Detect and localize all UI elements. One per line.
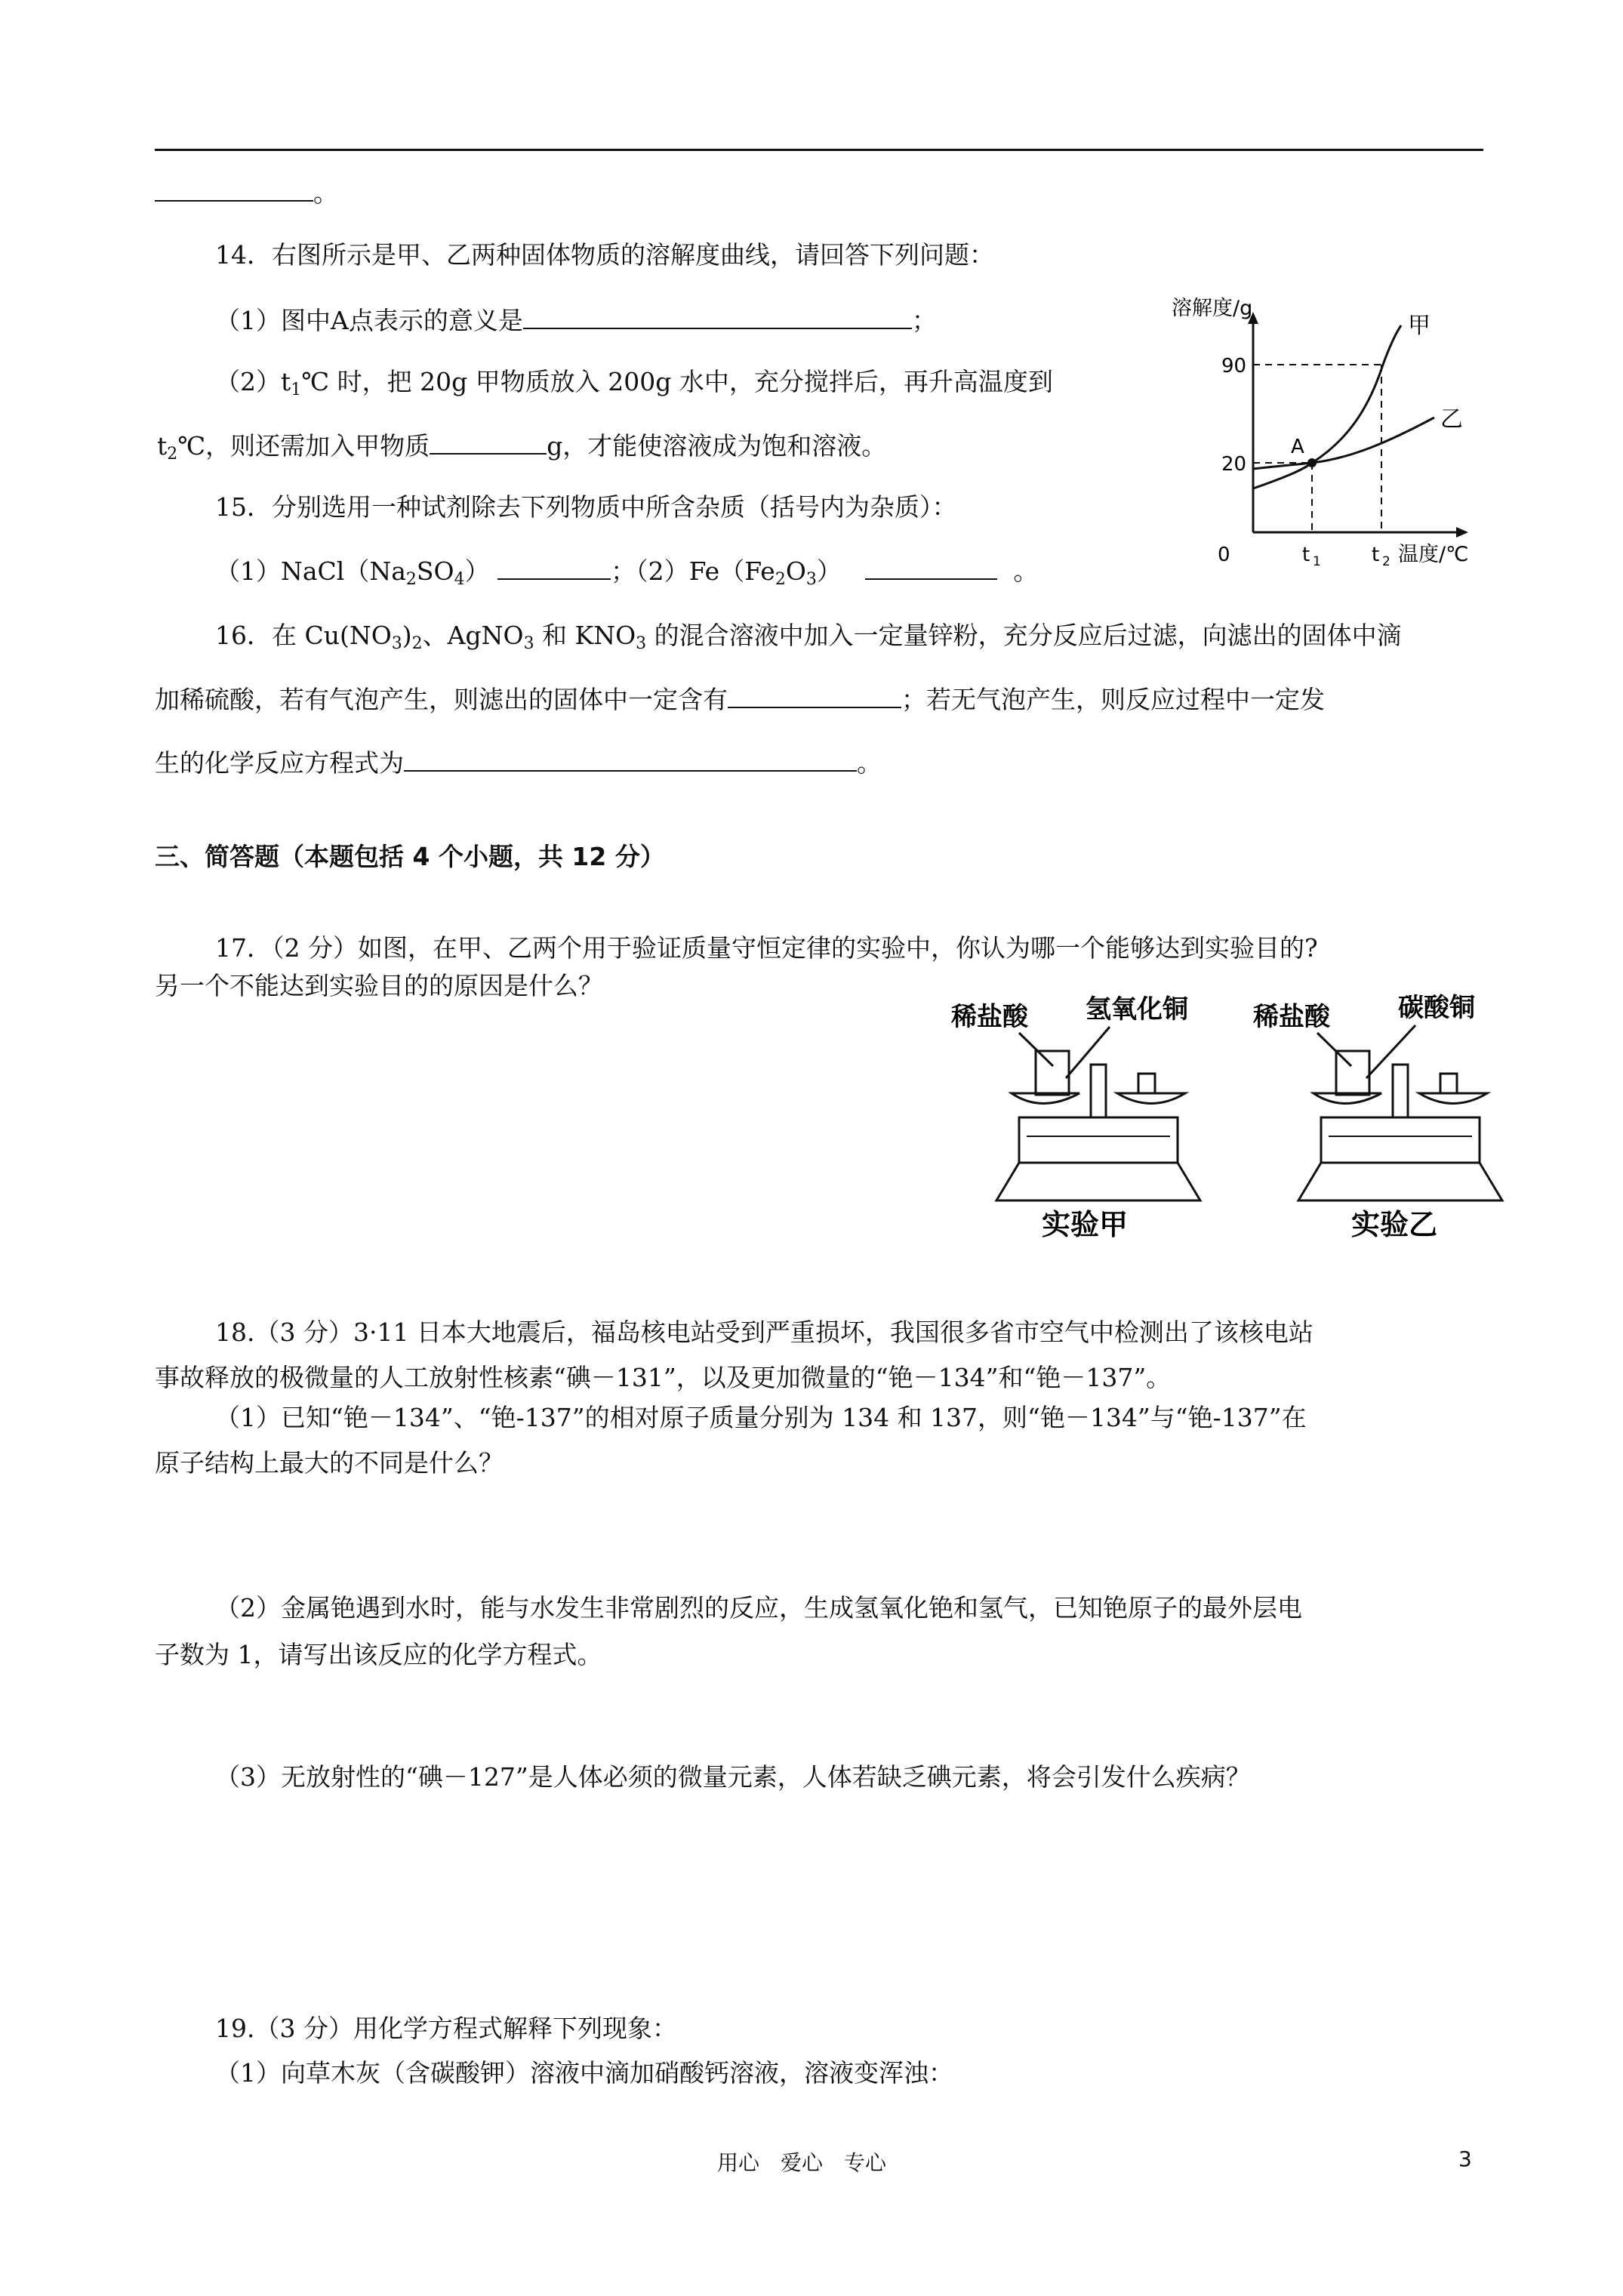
q16-line2: 加稀硫酸，若有气泡产生，则滤出的固体中一定含有 ；若无气泡产生，则反应过程中一定发: [155, 685, 1325, 714]
answer-blank: [497, 556, 611, 580]
q18-s2-line1: （2）金属铯遇到水时，能与水发生非常剧烈的反应，生成氢氧化铯和氢气，已知铯原子的最外层电: [215, 1593, 1302, 1623]
q18-line1: 18.（3 分）3·11 日本大地震后，福岛核电站受到严重损坏，我国很多省市空气中检测出了该核电站: [215, 1318, 1313, 1347]
point-a-marker: [1307, 458, 1317, 467]
tick-t1-sub: 1: [1313, 554, 1321, 569]
tick-20: 20: [1221, 453, 1247, 476]
q14-part1: （1）图中A点表示的意义是 ；: [215, 306, 937, 335]
continuation-line: 。: [155, 177, 338, 208]
curve-jia: [1253, 325, 1401, 488]
graph-ylabel: 溶解度/g: [1172, 297, 1253, 320]
q18-s1-line2: 原子结构上最大的不同是什么？: [155, 1448, 504, 1478]
exp-b-caption: 实验乙: [1351, 1208, 1438, 1241]
experiment-figure: [936, 982, 1510, 1241]
tick-t1: t: [1302, 544, 1310, 566]
answer-blank: [430, 430, 547, 455]
q19-s1: （1）向草木灰（含碳酸钾）溶液中滴加硝酸钙溶液，溶液变浑浊：: [215, 2058, 953, 2088]
q19-line1: 19.（3 分）用化学方程式解释下列现象：: [215, 2014, 677, 2043]
q14-part2-line2: $t_2℃$，则还需加入甲物质 g，才能使溶液成为饱和溶液。: [157, 431, 887, 464]
q16-line3: 生的化学反应方程式为 。: [155, 748, 882, 778]
graph-xlabel: 温度/℃: [1398, 543, 1469, 566]
answer-blank: [155, 177, 313, 202]
curve-yi: [1253, 418, 1434, 469]
answer-blank: [865, 556, 997, 580]
x-axis-arrow: [1456, 527, 1468, 538]
q18-s1-line1: （1）已知“铯－134”、“铯-137”的相对原子质量分别为 134 和 137，则“铯－134”与“铯-137”在: [215, 1403, 1307, 1432]
exp-b-label-reagent: 碳酸铜: [1398, 993, 1475, 1023]
answer-blank: [728, 684, 901, 708]
exp-a-label-reagent: 氢氧化铜: [1086, 994, 1188, 1025]
q17-line1: 17．（2 分）如图，在甲、乙两个用于验证质量守恒定律的实验中，你认为哪一个能够达到实验目的?: [215, 933, 1318, 963]
balance-experiment-b: [1252, 993, 1502, 1241]
solubility-graph: [1147, 297, 1495, 569]
footer-motto: 用心 爱心 专心: [717, 2150, 887, 2175]
q18-s3: （3）无放射性的“碘－127”是人体必须的微量元素，人体若缺乏碘元素，将会引发什么疾病？: [215, 1762, 1251, 1792]
q15-stem: 15．分别选用一种试剂除去下列物质中所含杂质（括号内为杂质）：: [215, 492, 957, 522]
series-label-jia: 甲: [1408, 313, 1431, 339]
q16-line1: 16．在 $Cu(NO_3)_2$、AgNO$_3$ 和 $KNO_3$ 的混合溶液中加入一定量锌粉，充分反应后过滤，向滤出的固体中滴: [215, 621, 1402, 653]
exp-a-label-acid: 稀盐酸: [951, 1002, 1028, 1032]
balance-experiment-a: [950, 994, 1200, 1241]
q15-parts: $(1)NaCl(Na_2SO_4)$ ；$(2)Fe(Fe_2O_3)$ 。: [215, 556, 1039, 589]
answer-blank: [523, 305, 912, 329]
q18-s2-line2: 子数为 1，请写出该反应的化学方程式。: [155, 1640, 602, 1669]
q14-part2-line1: $(2)t_1℃$ 时，把 20g 甲物质放入 200g 水中，充分搅拌后，再升高温度到: [215, 367, 1053, 399]
tick-90: 90: [1221, 355, 1247, 378]
page-number: 3: [1458, 2147, 1472, 2171]
exp-a-caption: 实验甲: [1042, 1208, 1129, 1241]
header-rule: [155, 149, 1483, 151]
q17-line2: 另一个不能达到实验目的的原因是什么？: [155, 971, 603, 1000]
tick-t2-sub: 2: [1382, 554, 1390, 569]
series-label-yi: 乙: [1440, 406, 1463, 433]
q14-stem: 14．右图所示是甲、乙两种固体物质的溶解度曲线，请回答下列问题：: [215, 240, 994, 270]
exp-b-label-acid: 稀盐酸: [1253, 1002, 1330, 1032]
point-a-label: A: [1291, 436, 1304, 458]
section-title: 三、简答题（本题包括 4 个小题，共 12 分）: [155, 842, 665, 871]
answer-blank: [404, 747, 857, 772]
tick-t2: t: [1372, 544, 1380, 566]
tick-origin: 0: [1218, 544, 1230, 566]
q18-line2: 事故释放的极微量的人工放射性核素“碘－131”，以及更加微量的“铯－134”和“铯－137”。: [155, 1363, 1172, 1392]
